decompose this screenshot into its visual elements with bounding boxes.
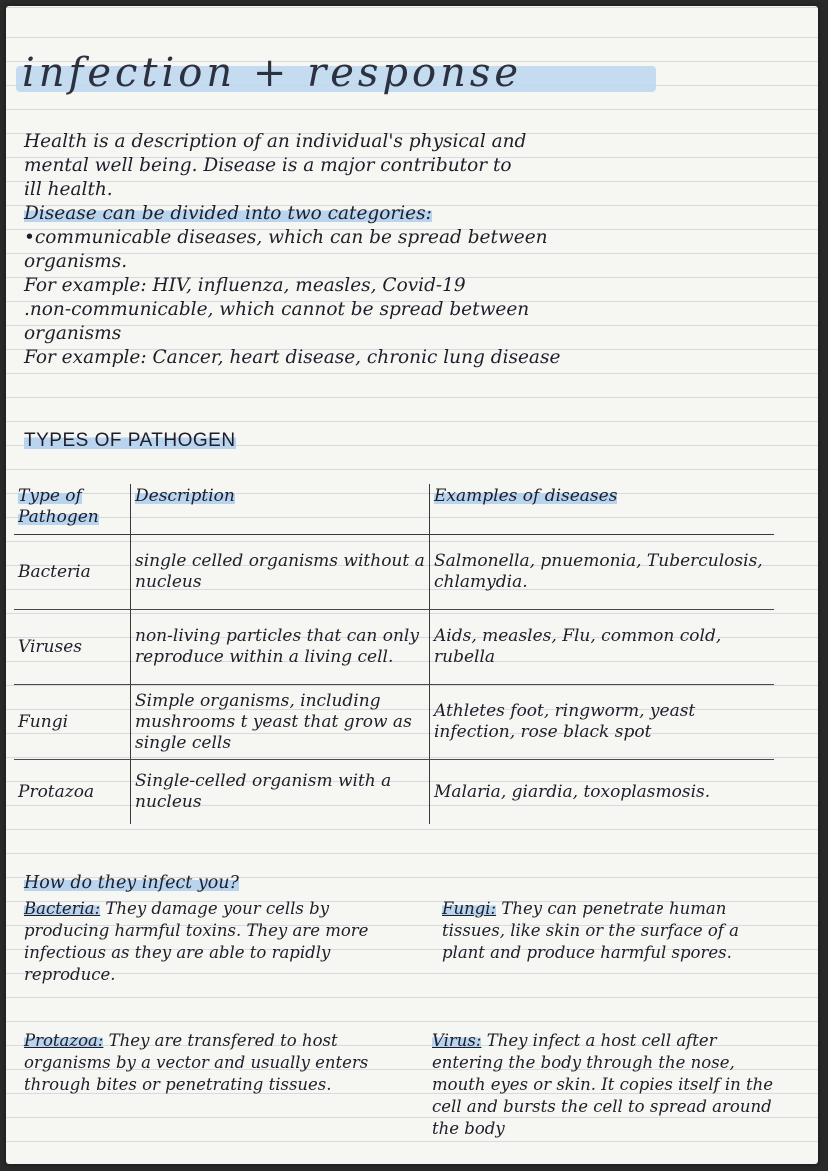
header-type: Type of Pathogen — [14, 484, 131, 535]
type-cell: Viruses — [14, 610, 131, 685]
page-title-area — [16, 40, 796, 100]
infect-heading-text: How do they infect you? — [24, 873, 239, 893]
bacteria-note — [24, 898, 409, 986]
fungi-label: Fungi: — [442, 899, 497, 918]
intro-line — [24, 202, 784, 226]
intro-line: For example: Cancer, heart disease, chronic lung disease — [24, 347, 561, 368]
type-cell: Protazoa — [14, 760, 131, 825]
virus-label: Virus: — [432, 1031, 482, 1050]
virus-text: They infect a host cell after entering the body through the nose, mouth eyes or skin. It copies itself in the cell and bursts the cell to spread around the body — [432, 1031, 774, 1138]
fungi-text: They can penetrate human tissues, like skin or the surface of a plant and produce harmful spores. — [442, 899, 739, 962]
intro-line: For example: HIV, influenza, measles, Covid-19 — [24, 275, 466, 296]
examples-cell: Malaria, giardia, toxoplasmosis. — [434, 781, 711, 802]
page-title: infection + response — [22, 50, 523, 96]
intro-line: •communicable diseases, which can be spread between — [24, 227, 548, 248]
intro-line: organisms. — [24, 251, 128, 272]
description-cell: Simple organisms, including mushrooms t yeast that grow as single cells — [131, 685, 430, 760]
bacteria-text: They damage your cells by producing harmful toxins. They are more infectious as they are able to rapidly reproduce. — [24, 899, 369, 984]
intro-line: mental well being. Disease is a major contributor to — [24, 155, 512, 176]
examples-cell: Salmonella, pnuemonia, Tuberculosis, chlamydia. — [430, 535, 775, 610]
type-cell: Bacteria — [14, 535, 131, 610]
examples-cell: Athletes foot, ringworm, yeast infection, rose black spot — [430, 685, 775, 760]
intro-line: Health is a description of an individual's physical and — [24, 131, 527, 152]
intro-text — [24, 130, 784, 370]
intro-line: organisms — [24, 323, 122, 344]
pathogen-heading-text: TYPES OF PATHOGEN — [24, 430, 236, 451]
description-cell: non-living particles that can only reproduce within a living cell. — [131, 610, 430, 685]
intro-line: ill health. — [24, 179, 113, 200]
categories-line: Disease can be divided into two categories: — [24, 203, 432, 224]
notebook-page — [6, 6, 818, 1164]
pathogen-table — [14, 484, 774, 824]
fungi-note — [442, 898, 787, 964]
intro-line: .non-communicable, which cannot be spread between — [24, 299, 530, 320]
examples-cell: Aids, measles, Flu, common cold, rubella — [430, 610, 775, 685]
table-row — [14, 685, 774, 760]
protazoa-text: They are transfered to host organisms by a vector and usually enters through bites or penetrating tissues. — [24, 1031, 369, 1094]
protazoa-note — [24, 1030, 409, 1096]
table-row — [14, 610, 774, 685]
table-row — [14, 535, 774, 610]
description-cell: Single-celled organism with a nucleus — [131, 760, 430, 825]
type-cell: Fungi — [14, 685, 131, 760]
bacteria-label: Bacteria: — [24, 899, 101, 918]
table-header-row — [14, 484, 774, 535]
header-examples: Examples of diseases — [430, 484, 775, 535]
table-row — [14, 760, 774, 825]
protazoa-label: Protazoa: — [24, 1031, 104, 1050]
infect-heading — [24, 872, 424, 894]
description-cell: single celled organisms without a nucleus — [131, 535, 430, 610]
virus-note — [432, 1030, 792, 1140]
pathogen-heading — [24, 430, 236, 452]
header-description: Description — [131, 484, 430, 535]
